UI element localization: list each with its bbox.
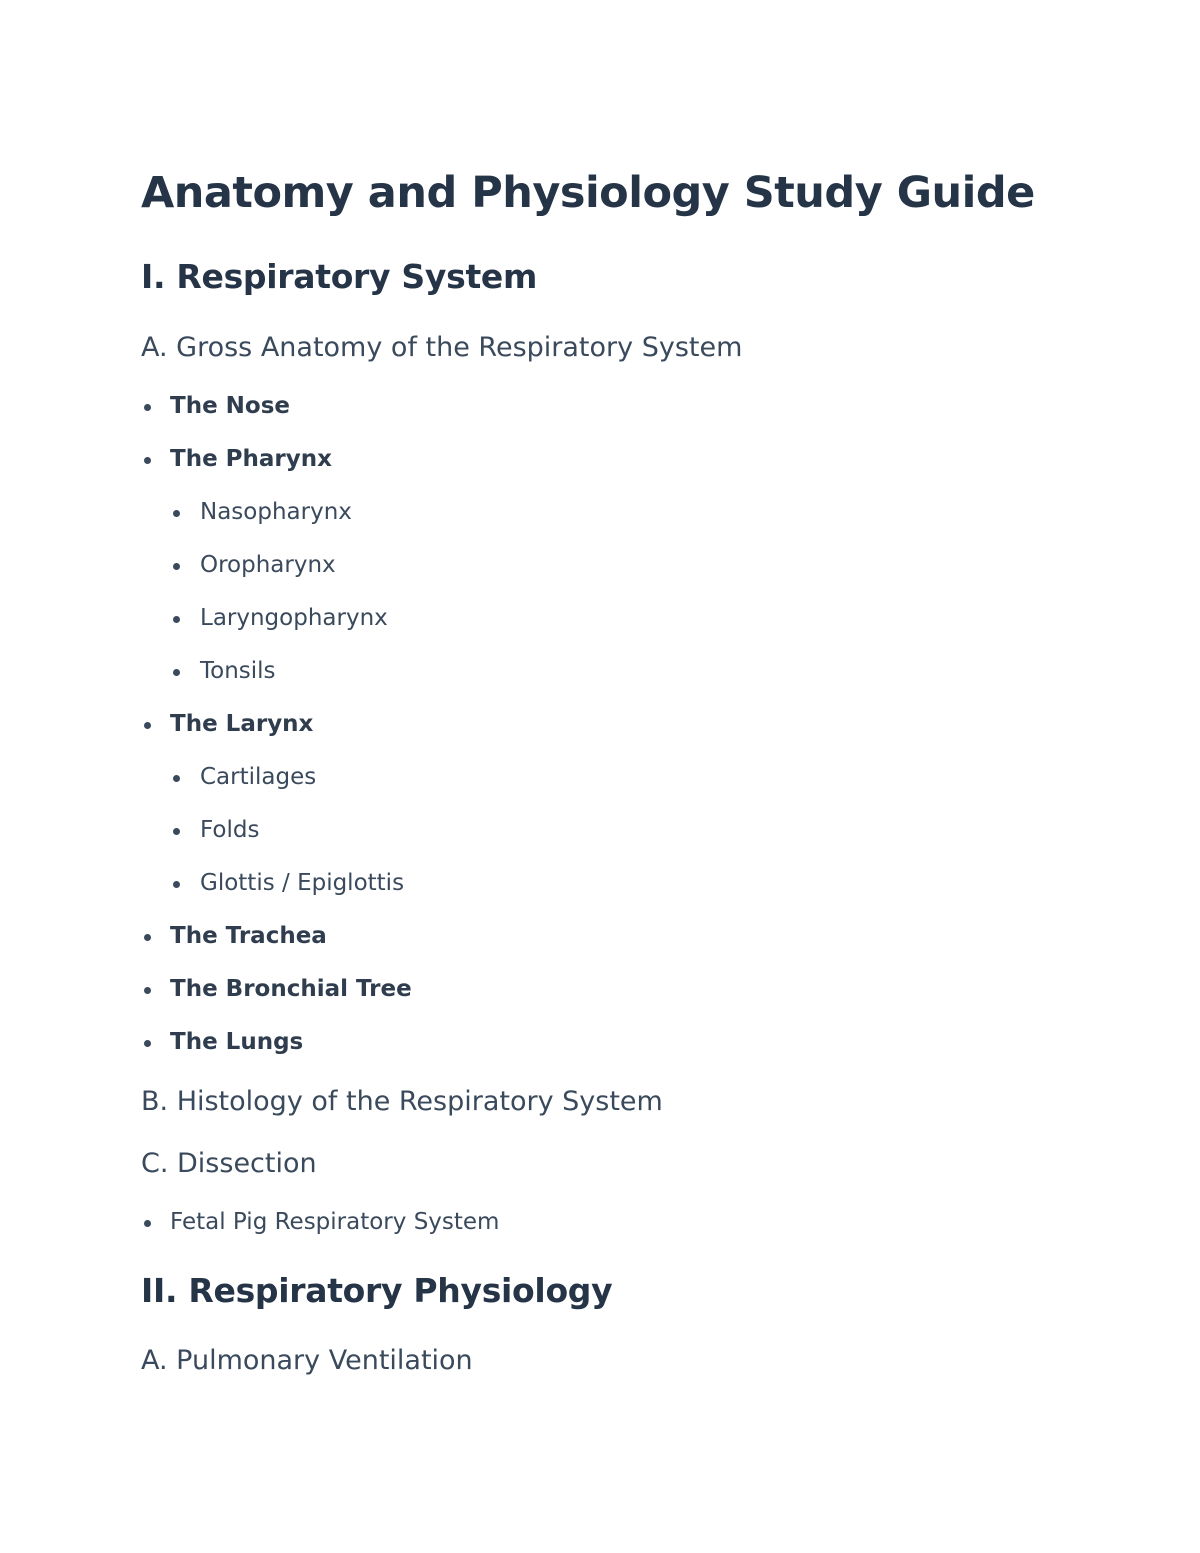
list-item-tonsils: Tonsils bbox=[200, 658, 276, 684]
bullet-dot bbox=[144, 1220, 151, 1227]
bullet-dot bbox=[173, 616, 180, 623]
list-item-laryngopharynx: Laryngopharynx bbox=[200, 605, 388, 631]
bullet-dot bbox=[144, 1040, 151, 1047]
document-title: Anatomy and Physiology Study Guide bbox=[141, 168, 1035, 218]
list-item-fetal-pig: Fetal Pig Respiratory System bbox=[170, 1209, 500, 1235]
list-item-glottis-epiglottis: Glottis / Epiglottis bbox=[200, 870, 405, 896]
bullet-dot bbox=[173, 881, 180, 888]
list-item-lungs: The Lungs bbox=[170, 1029, 304, 1055]
bullet-dot bbox=[144, 457, 151, 464]
list-item-folds: Folds bbox=[200, 817, 260, 843]
bullet-dot bbox=[173, 775, 180, 782]
bullet-dot bbox=[173, 563, 180, 570]
subsection-heading-histology: B. Histology of the Respiratory System bbox=[141, 1086, 663, 1117]
list-item-trachea: The Trachea bbox=[170, 923, 327, 949]
bullet-dot bbox=[144, 987, 151, 994]
list-item-nasopharynx: Nasopharynx bbox=[200, 499, 352, 525]
list-item-larynx: The Larynx bbox=[170, 711, 314, 737]
section-heading-respiratory-system: I. Respiratory System bbox=[141, 257, 538, 296]
list-item-cartilages: Cartilages bbox=[200, 764, 317, 790]
bullet-dot bbox=[173, 828, 180, 835]
subsection-heading-gross-anatomy: A. Gross Anatomy of the Respiratory System bbox=[141, 332, 743, 363]
subsection-heading-pulmonary-ventilation: A. Pulmonary Ventilation bbox=[141, 1345, 473, 1376]
bullet-dot bbox=[144, 722, 151, 729]
list-item-pharynx: The Pharynx bbox=[170, 446, 332, 472]
list-item-oropharynx: Oropharynx bbox=[200, 552, 336, 578]
section-heading-respiratory-physiology: II. Respiratory Physiology bbox=[141, 1271, 613, 1310]
list-item-nose: The Nose bbox=[170, 393, 291, 419]
bullet-dot bbox=[173, 510, 180, 517]
subsection-heading-dissection: C. Dissection bbox=[141, 1148, 317, 1179]
list-item-bronchial-tree: The Bronchial Tree bbox=[170, 976, 412, 1002]
bullet-dot bbox=[173, 669, 180, 676]
bullet-dot bbox=[144, 404, 151, 411]
bullet-dot bbox=[144, 934, 151, 941]
